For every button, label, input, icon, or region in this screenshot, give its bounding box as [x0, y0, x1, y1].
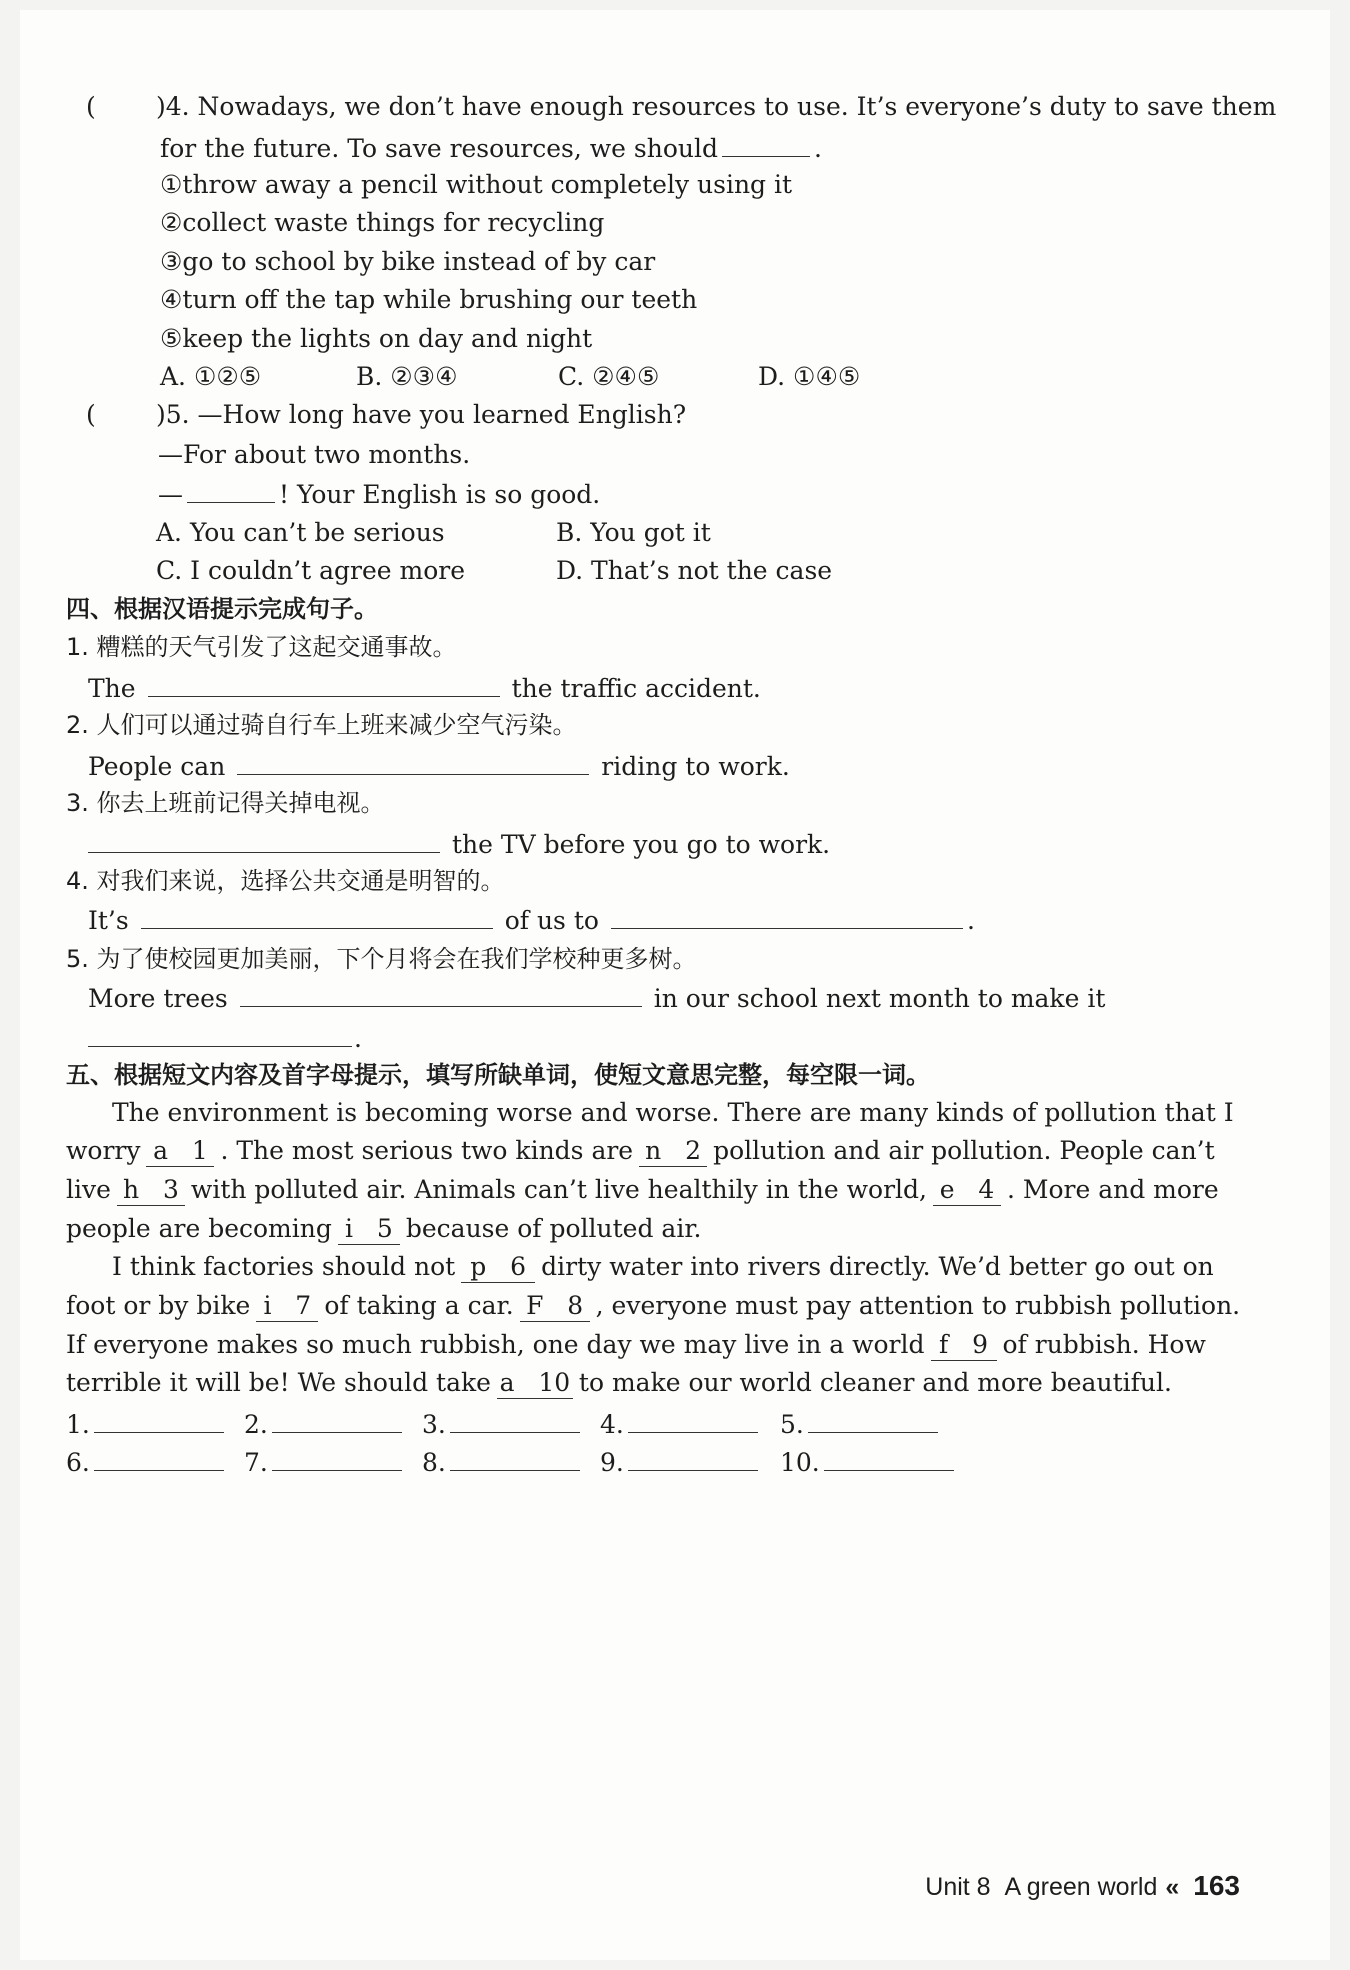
- q4-stem: )4. Nowadays, we don’t have enough resources to use. It’s everyone’s duty to save them: [156, 92, 1277, 121]
- passage-line-8: [66, 1366, 1172, 1400]
- answer-item-6: [66, 1444, 228, 1480]
- q5-answer-blank[interactable]: [187, 476, 275, 503]
- s4-q3-blank[interactable]: [88, 826, 440, 853]
- q5-option-a[interactable]: A. You can’t be serious: [156, 518, 445, 547]
- passage-line-6: [66, 1289, 1240, 1323]
- passage-text: . More and more: [1006, 1175, 1219, 1204]
- s4-q5-chinese: 5. 为了使校园更加美丽，下个月将会在我们学校种更多树。: [66, 945, 697, 973]
- s4-q3-chinese: 3. 你去上班前记得关掉电视。: [66, 789, 385, 817]
- s4-q2-post: riding to work.: [601, 752, 790, 781]
- passage-line-3: [66, 1173, 1219, 1207]
- q5-line3: [158, 476, 600, 512]
- answer-item-8: [422, 1444, 584, 1480]
- answer-label: 3.: [422, 1410, 446, 1439]
- gap-4[interactable]: [933, 1175, 1001, 1206]
- q5-paren: (: [86, 400, 96, 429]
- q5-option-d[interactable]: D. That’s not the case: [556, 556, 833, 585]
- passage-text: to make our world cleaner and more beautiful.: [578, 1368, 1172, 1397]
- section5-title: 五、根据短文内容及首字母提示，填写所缺单词，使短文意思完整，每空限一词。: [66, 1061, 930, 1089]
- s4-q2-pre: People can: [88, 752, 226, 781]
- q4-item-4: ④turn off the tap while brushing our teeth: [160, 285, 698, 314]
- answer-blank[interactable]: [628, 1444, 758, 1471]
- s4-q5-pre: More trees: [88, 984, 228, 1013]
- answer-label: 9.: [600, 1448, 624, 1477]
- s4-q1-sentence: [88, 670, 761, 706]
- section4-title: 四、根据汉语提示完成句子。: [66, 595, 378, 623]
- answer-blank[interactable]: [272, 1444, 402, 1471]
- answer-blank[interactable]: [628, 1406, 758, 1433]
- s4-q4-blank-1[interactable]: [141, 902, 493, 929]
- gap-letter: i: [344, 1214, 353, 1243]
- passage-text: because of polluted air.: [405, 1214, 702, 1243]
- gap-letter: F: [526, 1291, 544, 1320]
- s4-q4-sentence: [88, 902, 975, 938]
- gap-number: 4: [978, 1175, 995, 1204]
- s4-q2-chinese: 2. 人们可以通过骑自行车上班来减少空气污染。: [66, 711, 577, 739]
- gap-7[interactable]: [256, 1291, 318, 1322]
- s4-q5-blank-2[interactable]: [88, 1020, 352, 1047]
- q5-line3-rest: ! Your English is so good.: [279, 480, 601, 509]
- passage-text: I think factories should not: [112, 1252, 456, 1281]
- gap-10[interactable]: [497, 1368, 573, 1399]
- gap-letter: f: [938, 1330, 949, 1359]
- s4-q4-blank-2[interactable]: [611, 902, 963, 929]
- gap-number: 10: [538, 1368, 571, 1397]
- passage-text: of taking a car.: [324, 1291, 514, 1320]
- s4-q3-post: the TV before you go to work.: [452, 830, 831, 859]
- passage-text: with polluted air. Animals can’t live healthily in the world,: [190, 1175, 927, 1204]
- answer-blank[interactable]: [94, 1444, 224, 1471]
- passage-text: foot or by bike: [66, 1291, 251, 1320]
- gap-1[interactable]: [146, 1136, 214, 1167]
- passage-text: people are becoming: [66, 1214, 332, 1243]
- q4-stem-line2: [160, 130, 822, 166]
- gap-8[interactable]: [520, 1291, 590, 1322]
- passage-text: terrible it will be! We should take: [66, 1368, 491, 1397]
- answer-item-1: [66, 1406, 228, 1442]
- s4-q4-pre: It’s: [88, 906, 129, 935]
- gap-letter: i: [263, 1291, 272, 1320]
- passage-text: . The most serious two kinds are: [220, 1136, 634, 1165]
- q4-stem-end: .: [813, 134, 822, 163]
- gap-letter: h: [122, 1175, 140, 1204]
- s4-q5-sentence-line2: [88, 1020, 362, 1056]
- gap-number: 5: [376, 1214, 393, 1243]
- answer-blank[interactable]: [450, 1444, 580, 1471]
- answer-item-2: [244, 1406, 406, 1442]
- answer-label: 1.: [66, 1410, 90, 1439]
- answer-label: 7.: [244, 1448, 268, 1477]
- s4-q2-sentence: [88, 748, 790, 784]
- s4-q4-end: .: [966, 906, 975, 935]
- passage-line-7: [66, 1328, 1206, 1362]
- answer-blank[interactable]: [94, 1406, 224, 1433]
- passage-text: of rubbish. How: [1002, 1330, 1206, 1359]
- passage-line-1: The environment is becoming worse and worse. There are many kinds of pollution that I: [112, 1098, 1234, 1127]
- answer-item-7: [244, 1444, 406, 1480]
- q4-option-a[interactable]: A. ①②⑤: [160, 362, 262, 391]
- gap-letter: n: [645, 1136, 662, 1165]
- passage-text: live: [66, 1175, 111, 1204]
- answer-label: 2.: [244, 1410, 268, 1439]
- q4-paren: (: [86, 92, 96, 121]
- answer-item-4: [600, 1406, 762, 1442]
- gap-letter: a: [499, 1368, 515, 1397]
- gap-6[interactable]: [461, 1252, 535, 1283]
- passage-text: If everyone makes so much rubbish, one day we may live in a world: [66, 1330, 925, 1359]
- gap-number: 9: [972, 1330, 988, 1359]
- gap-number: 8: [567, 1291, 584, 1320]
- q4-item-5: ⑤keep the lights on day and night: [160, 324, 593, 353]
- gap-5[interactable]: [338, 1214, 400, 1245]
- answer-item-10: [780, 1444, 958, 1480]
- passage-text: , everyone must pay attention to rubbish pollution.: [595, 1291, 1241, 1320]
- answer-item-3: [422, 1406, 584, 1442]
- gap-number: 2: [685, 1136, 702, 1165]
- answer-label: 8.: [422, 1448, 446, 1477]
- gap-number: 7: [295, 1291, 312, 1320]
- passage-text: pollution and air pollution. People can’t: [713, 1136, 1215, 1165]
- gap-number: 3: [162, 1175, 179, 1204]
- q4-item-3: ③go to school by bike instead of by car: [160, 247, 656, 276]
- q5-stem: )5. —How long have you learned English?: [156, 400, 687, 429]
- q5-option-b[interactable]: B. You got it: [556, 518, 711, 547]
- answer-blank[interactable]: [272, 1406, 402, 1433]
- answer-blank[interactable]: [824, 1444, 954, 1471]
- q4-option-c[interactable]: C. ②④⑤: [558, 362, 660, 391]
- gap-letter: p: [470, 1252, 487, 1281]
- q4-stem2-text: for the future. To save resources, we should: [160, 134, 718, 163]
- s4-q2-blank[interactable]: [237, 748, 589, 775]
- q4-option-b[interactable]: B. ②③④: [356, 362, 458, 391]
- passage-line-4: [66, 1212, 701, 1246]
- q5-line3-dash: —: [158, 480, 183, 509]
- footer-unit: Unit 8: [925, 1873, 991, 1901]
- q4-item-1: ①throw away a pencil without completely using it: [160, 170, 793, 199]
- q5-line2: —For about two months.: [158, 440, 471, 469]
- passage-text: worry: [66, 1136, 141, 1165]
- s4-q3-sentence: [88, 826, 830, 862]
- page-footer: [925, 1870, 1240, 1902]
- gap-letter: e: [939, 1175, 955, 1204]
- q4-option-d[interactable]: D. ①④⑤: [758, 362, 861, 391]
- gap-3[interactable]: [117, 1175, 185, 1206]
- gap-number: 6: [510, 1252, 527, 1281]
- answer-item-9: [600, 1444, 762, 1480]
- answer-item-5: [780, 1406, 942, 1442]
- gap-number: 1: [191, 1136, 208, 1165]
- q5-option-c[interactable]: C. I couldn’t agree more: [156, 556, 466, 585]
- worksheet-page: [20, 10, 1330, 1960]
- s4-q1-post: the traffic accident.: [511, 674, 761, 703]
- s4-q5-sentence: [88, 980, 1105, 1016]
- s4-q4-chinese: 4. 对我们来说，选择公共交通是明智的。: [66, 867, 505, 895]
- gap-9[interactable]: [931, 1330, 997, 1361]
- q4-answer-blank[interactable]: [722, 130, 810, 157]
- passage-line-2: [66, 1134, 1215, 1168]
- answer-label: 10.: [780, 1448, 820, 1477]
- page-number: 163: [1193, 1870, 1240, 1901]
- chevron-left-icon: «: [1165, 1873, 1180, 1901]
- passage-text: dirty water into rivers directly. We’d better go out on: [541, 1252, 1214, 1281]
- answer-blank[interactable]: [808, 1406, 938, 1433]
- answer-label: 5.: [780, 1410, 804, 1439]
- s4-q4-mid: of us to: [504, 906, 599, 935]
- footer-title: A green world: [1004, 1873, 1158, 1901]
- answer-label: 6.: [66, 1448, 90, 1477]
- gap-letter: a: [153, 1136, 169, 1165]
- q4-item-2: ②collect waste things for recycling: [160, 208, 605, 237]
- s4-q5-post: in our school next month to make it: [653, 984, 1106, 1013]
- answer-blank[interactable]: [450, 1406, 580, 1433]
- s4-q5-blank-1[interactable]: [240, 980, 642, 1007]
- passage-line-5: [112, 1250, 1214, 1284]
- gap-2[interactable]: [639, 1136, 707, 1167]
- s4-q1-chinese: 1. 糟糕的天气引发了这起交通事故。: [66, 633, 457, 661]
- answer-label: 4.: [600, 1410, 624, 1439]
- s4-q1-blank[interactable]: [148, 670, 500, 697]
- s4-q5-end: .: [354, 1024, 362, 1053]
- s4-q1-pre: The: [88, 674, 136, 703]
